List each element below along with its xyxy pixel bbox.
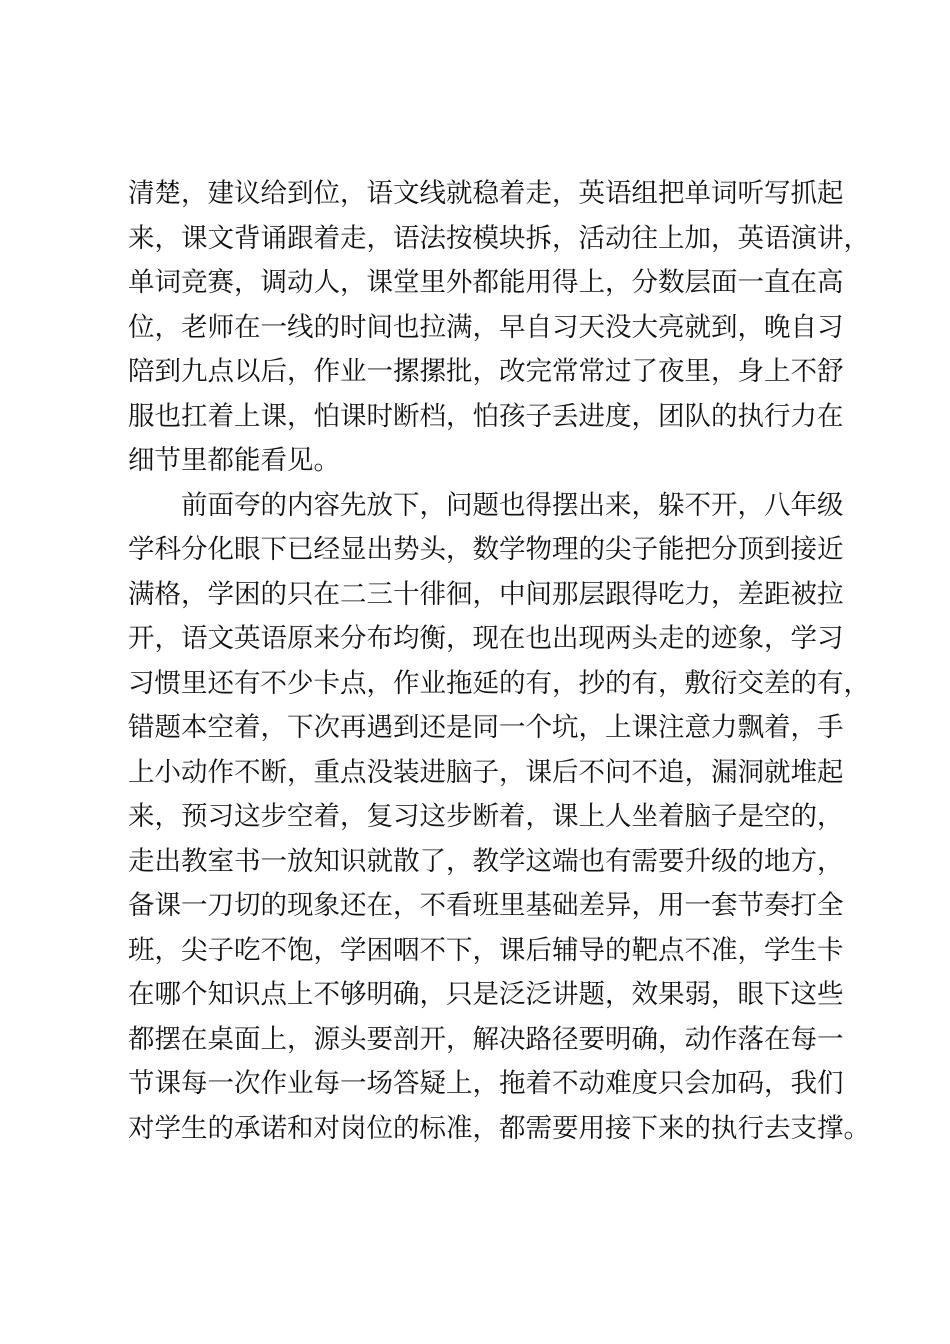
- text-line: 细节里都能看见。: [128, 445, 340, 476]
- text-line: 都摆在桌面上，源头要剖开，解决路径要明确，动作落在每一: [128, 1023, 844, 1055]
- text-line: 节课每一次作业每一场答疑上，拖着不动难度只会加码，我们: [128, 1068, 844, 1099]
- text-line: 来，预习这步空着，复习这步断着，课上人坐着脑子是空的，: [128, 801, 844, 832]
- text-line: 服也扛着上课，怕课时断档，怕孩子丢进度，团队的执行力在: [128, 400, 844, 432]
- text-line: 上小动作不断，重点没装进脑子，课后不问不追，漏洞就堆起: [128, 756, 844, 788]
- text-line: 前面夸的内容先放下，问题也得摆出来，躲不开，八年级: [128, 489, 844, 521]
- text-line: 单词竞赛，调动人，课堂里外都能用得上，分数层面一直在高: [128, 267, 844, 298]
- text-line: 班，尖子吃不饱，学困咽不下，课后辅导的靶点不准，学生卡: [128, 934, 844, 966]
- text-line: 开，语文英语原来分布均衡，现在也出现两头走的迹象，学习: [128, 623, 844, 654]
- text-line: 在哪个知识点上不够明确，只是泛泛讲题，效果弱，眼下这些: [128, 979, 844, 1010]
- body-text: [128, 172, 870, 1151]
- text-line: 满格，学困的只在二三十徘徊，中间那层跟得吃力，差距被拉: [128, 578, 844, 610]
- text-line: 备课一刀切的现象还在，不看班里基础差异，用一套节奏打全: [128, 890, 844, 921]
- text-line: 学科分化眼下已经显出势头，数学物理的尖子能把分顶到接近: [128, 534, 844, 565]
- text-line: 对学生的承诺和对岗位的标准，都需要用接下来的执行去支撑。: [128, 1112, 870, 1144]
- text-line: 来，课文背诵跟着走，语法按模块拆，活动往上加，英语演讲，: [128, 222, 870, 254]
- text-line: 习惯里还有不少卡点，作业拖延的有，抄的有，敷衍交差的有，: [128, 667, 870, 699]
- text-line: 错题本空着，下次再遇到还是同一个坑，上课注意力飘着，手: [128, 712, 844, 743]
- text-line: 走出教室书一放知识就散了，教学这端也有需要升级的地方，: [128, 845, 844, 877]
- text-line: 清楚，建议给到位，语文线就稳着走，英语组把单词听写抓起: [128, 178, 844, 209]
- text-line: 位，老师在一线的时间也拉满，早自习天没大亮就到，晚自习: [128, 311, 844, 343]
- text-line: 陪到九点以后，作业一摞摞批，改完常常过了夜里，身上不舒: [128, 356, 844, 387]
